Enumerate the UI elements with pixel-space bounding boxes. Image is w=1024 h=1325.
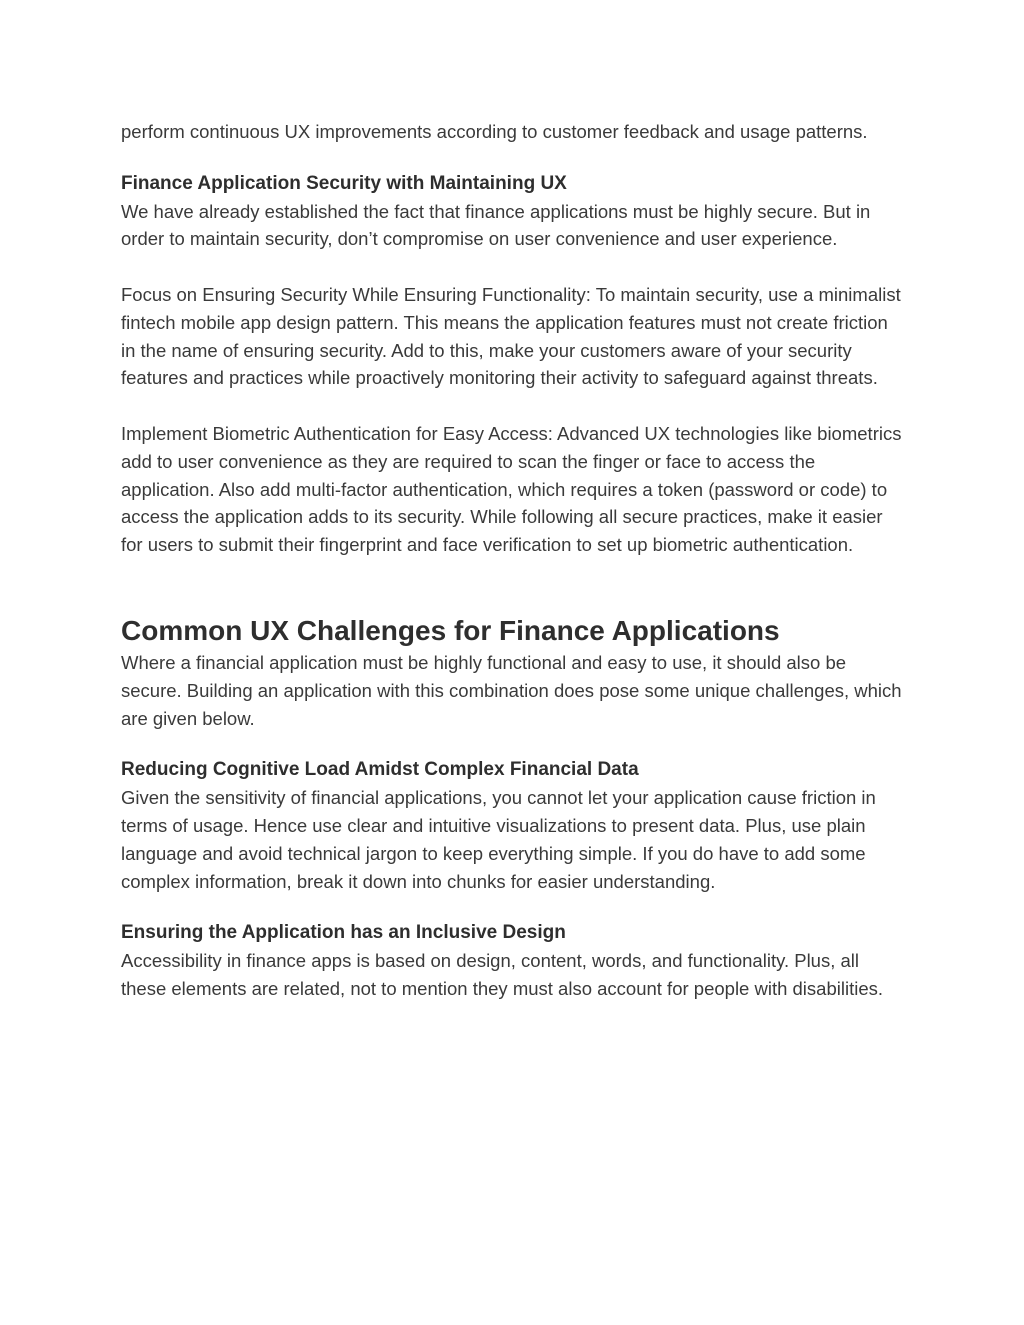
security-heading: Finance Application Security with Maintaining UX xyxy=(121,172,567,194)
challenges-title: Common UX Challenges for Finance Applications xyxy=(121,614,780,646)
security-paragraph-2: Focus on Ensuring Security While Ensuring Functionality: To maintain security, use a minimalist fintech mobile app design pattern. This means the application features must not create friction in the name of ensuring security. Add to this, make your customers aware of your security features and practices while proactively monitoring their activity to safeguard against threats. xyxy=(121,283,901,389)
document-page xyxy=(121,118,907,1003)
cognitive-load-heading: Reducing Cognitive Load Amidst Complex Financial Data xyxy=(121,759,639,781)
intro-tail-paragraph: perform continuous UX improvements according to customer feedback and usage patterns. xyxy=(121,121,868,142)
security-paragraph-3: Implement Biometric Authentication for Easy Access: Advanced UX technologies like biometrics add to user convenience as they are required to scan the finger or face to access the application. Also add multi-factor authentication, which requires a token (password or code) to access the application adds to its security. While following all secure practices, make it easier for users to submit their fingerprint and face verification to set up biometric authentication. xyxy=(121,422,902,556)
inclusive-design-heading: Ensuring the Application has an Inclusive Design xyxy=(121,922,566,944)
inclusive-design-paragraph: Accessibility in finance apps is based on design, content, words, and functionality. Plus, all these elements are related, not to mention they must also account for people with disabilities. xyxy=(121,950,884,999)
security-paragraph-1: We have already established the fact that finance applications must be highly secure. But in order to maintain security, don’t compromise on user convenience and user experience. xyxy=(121,200,871,250)
cognitive-load-paragraph: Given the sensitivity of financial applications, you cannot let your application cause friction in terms of usage. Hence use clear and intuitive visualizations to present data. Plus, use plain language and avoid technical jargon to keep everything simple. If you do have to add some complex information, break it down into chunks for easier understanding. xyxy=(121,787,876,892)
challenges-intro: Where a financial application must be highly functional and easy to use, it should also be secure. Building an application with this combination does pose some unique challenges, which are given below. xyxy=(121,651,902,729)
